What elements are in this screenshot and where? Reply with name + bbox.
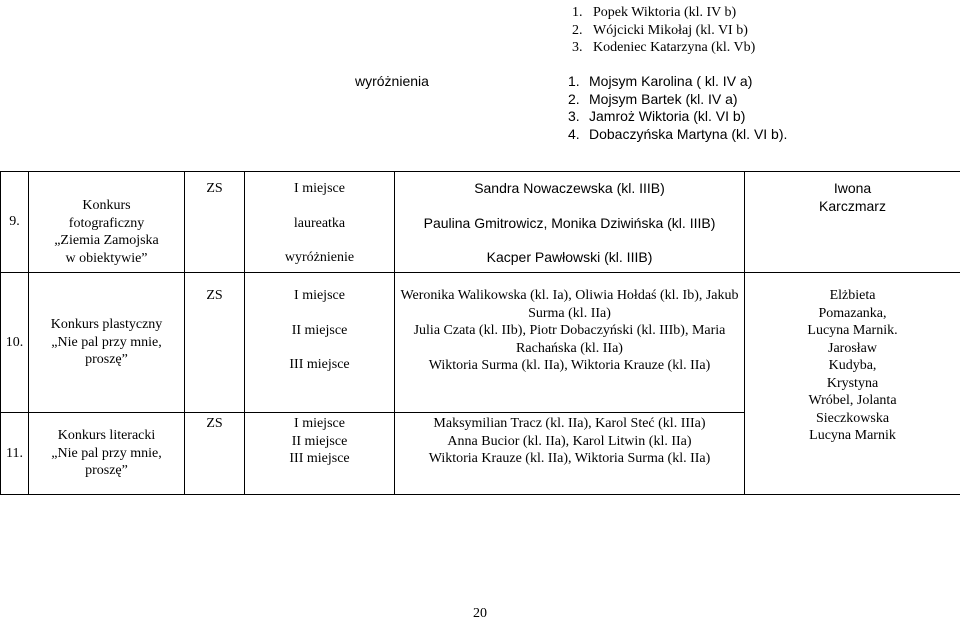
list-item: 4. Dobaczyńska Martyna (kl. VI b). xyxy=(568,125,788,142)
page-number: 20 xyxy=(473,606,487,621)
list-item: 1. Popek Wiktoria (kl. IV b) xyxy=(572,5,737,20)
table-row xyxy=(1,172,960,273)
level: ZS xyxy=(185,273,245,413)
list-item: 3. Kodeniec Katarzyna (kl. Vb) xyxy=(572,40,756,55)
level: ZS xyxy=(185,172,245,273)
contest-name: Konkurs literacki „Nie pal przy mnie, proszę” xyxy=(29,413,185,495)
list-item: 2. Mojsym Bartek (kl. IV a) xyxy=(568,90,738,107)
winners: Maksymilian Tracz (kl. IIa), Karol Steć (kl. IIIa) Anna Bucior (kl. IIa), Karol Litwin (kl. IIa) Wiktoria Krauze (kl. IIa), Wiktoria Surma (kl. IIa) xyxy=(395,413,745,495)
list-item: 1. Mojsym Karolina ( kl. IV a) xyxy=(568,73,753,89)
distinctions-list xyxy=(568,73,787,143)
winners: Sandra Nowaczewska (kl. IIIB) Paulina Gmitrowicz, Monika Dziwińska (kl. IIIB) Kacper Pawłowski (kl. IIIB) xyxy=(395,172,745,273)
distinctions-label: wyróżnienia xyxy=(355,73,429,89)
places: I miejsce II miejsce III miejsce xyxy=(245,413,395,495)
level: ZS xyxy=(185,413,245,495)
contest-name: Konkurs fotograficzny „Ziemia Zamojska w obiektywie” xyxy=(29,172,185,273)
list-item: 3. Jamroż Wiktoria (kl. VI b) xyxy=(568,108,746,124)
places: I miejsce II miejsce III miejsce xyxy=(245,273,395,413)
table-row xyxy=(1,273,960,413)
places: I miejsce laureatka wyróżnienie xyxy=(245,172,395,273)
contest-name: Konkurs plastyczny „Nie pal przy mnie, proszę” xyxy=(29,273,185,413)
results-table xyxy=(0,171,960,495)
row-number: 9. xyxy=(1,172,29,273)
row-number: 11. xyxy=(1,413,29,495)
winners: Weronika Walikowska (kl. Ia), Oliwia Hołdaś (kl. Ib), Jakub Surma (kl. IIa) Julia Czata (kl. IIb), Piotr Dobaczyński (kl. IIIb), Maria Rachańska (kl. IIa) Wiktoria Surma (kl. IIa), Wiktoria Krauze (kl. IIa) xyxy=(395,273,745,413)
row-number: 10. xyxy=(1,273,29,413)
teacher: Iwona Karczmarz xyxy=(745,172,960,273)
list-item: 2. Wójcicki Mikołaj (kl. VI b) xyxy=(572,22,748,38)
top-winners-list xyxy=(572,4,755,57)
teacher: Elżbieta Pomazanka, Lucyna Marnik. Jarosław Kudyba, Krystyna Wróbel, Jolanta Sieczkowska Lucyna Marnik xyxy=(745,273,960,495)
